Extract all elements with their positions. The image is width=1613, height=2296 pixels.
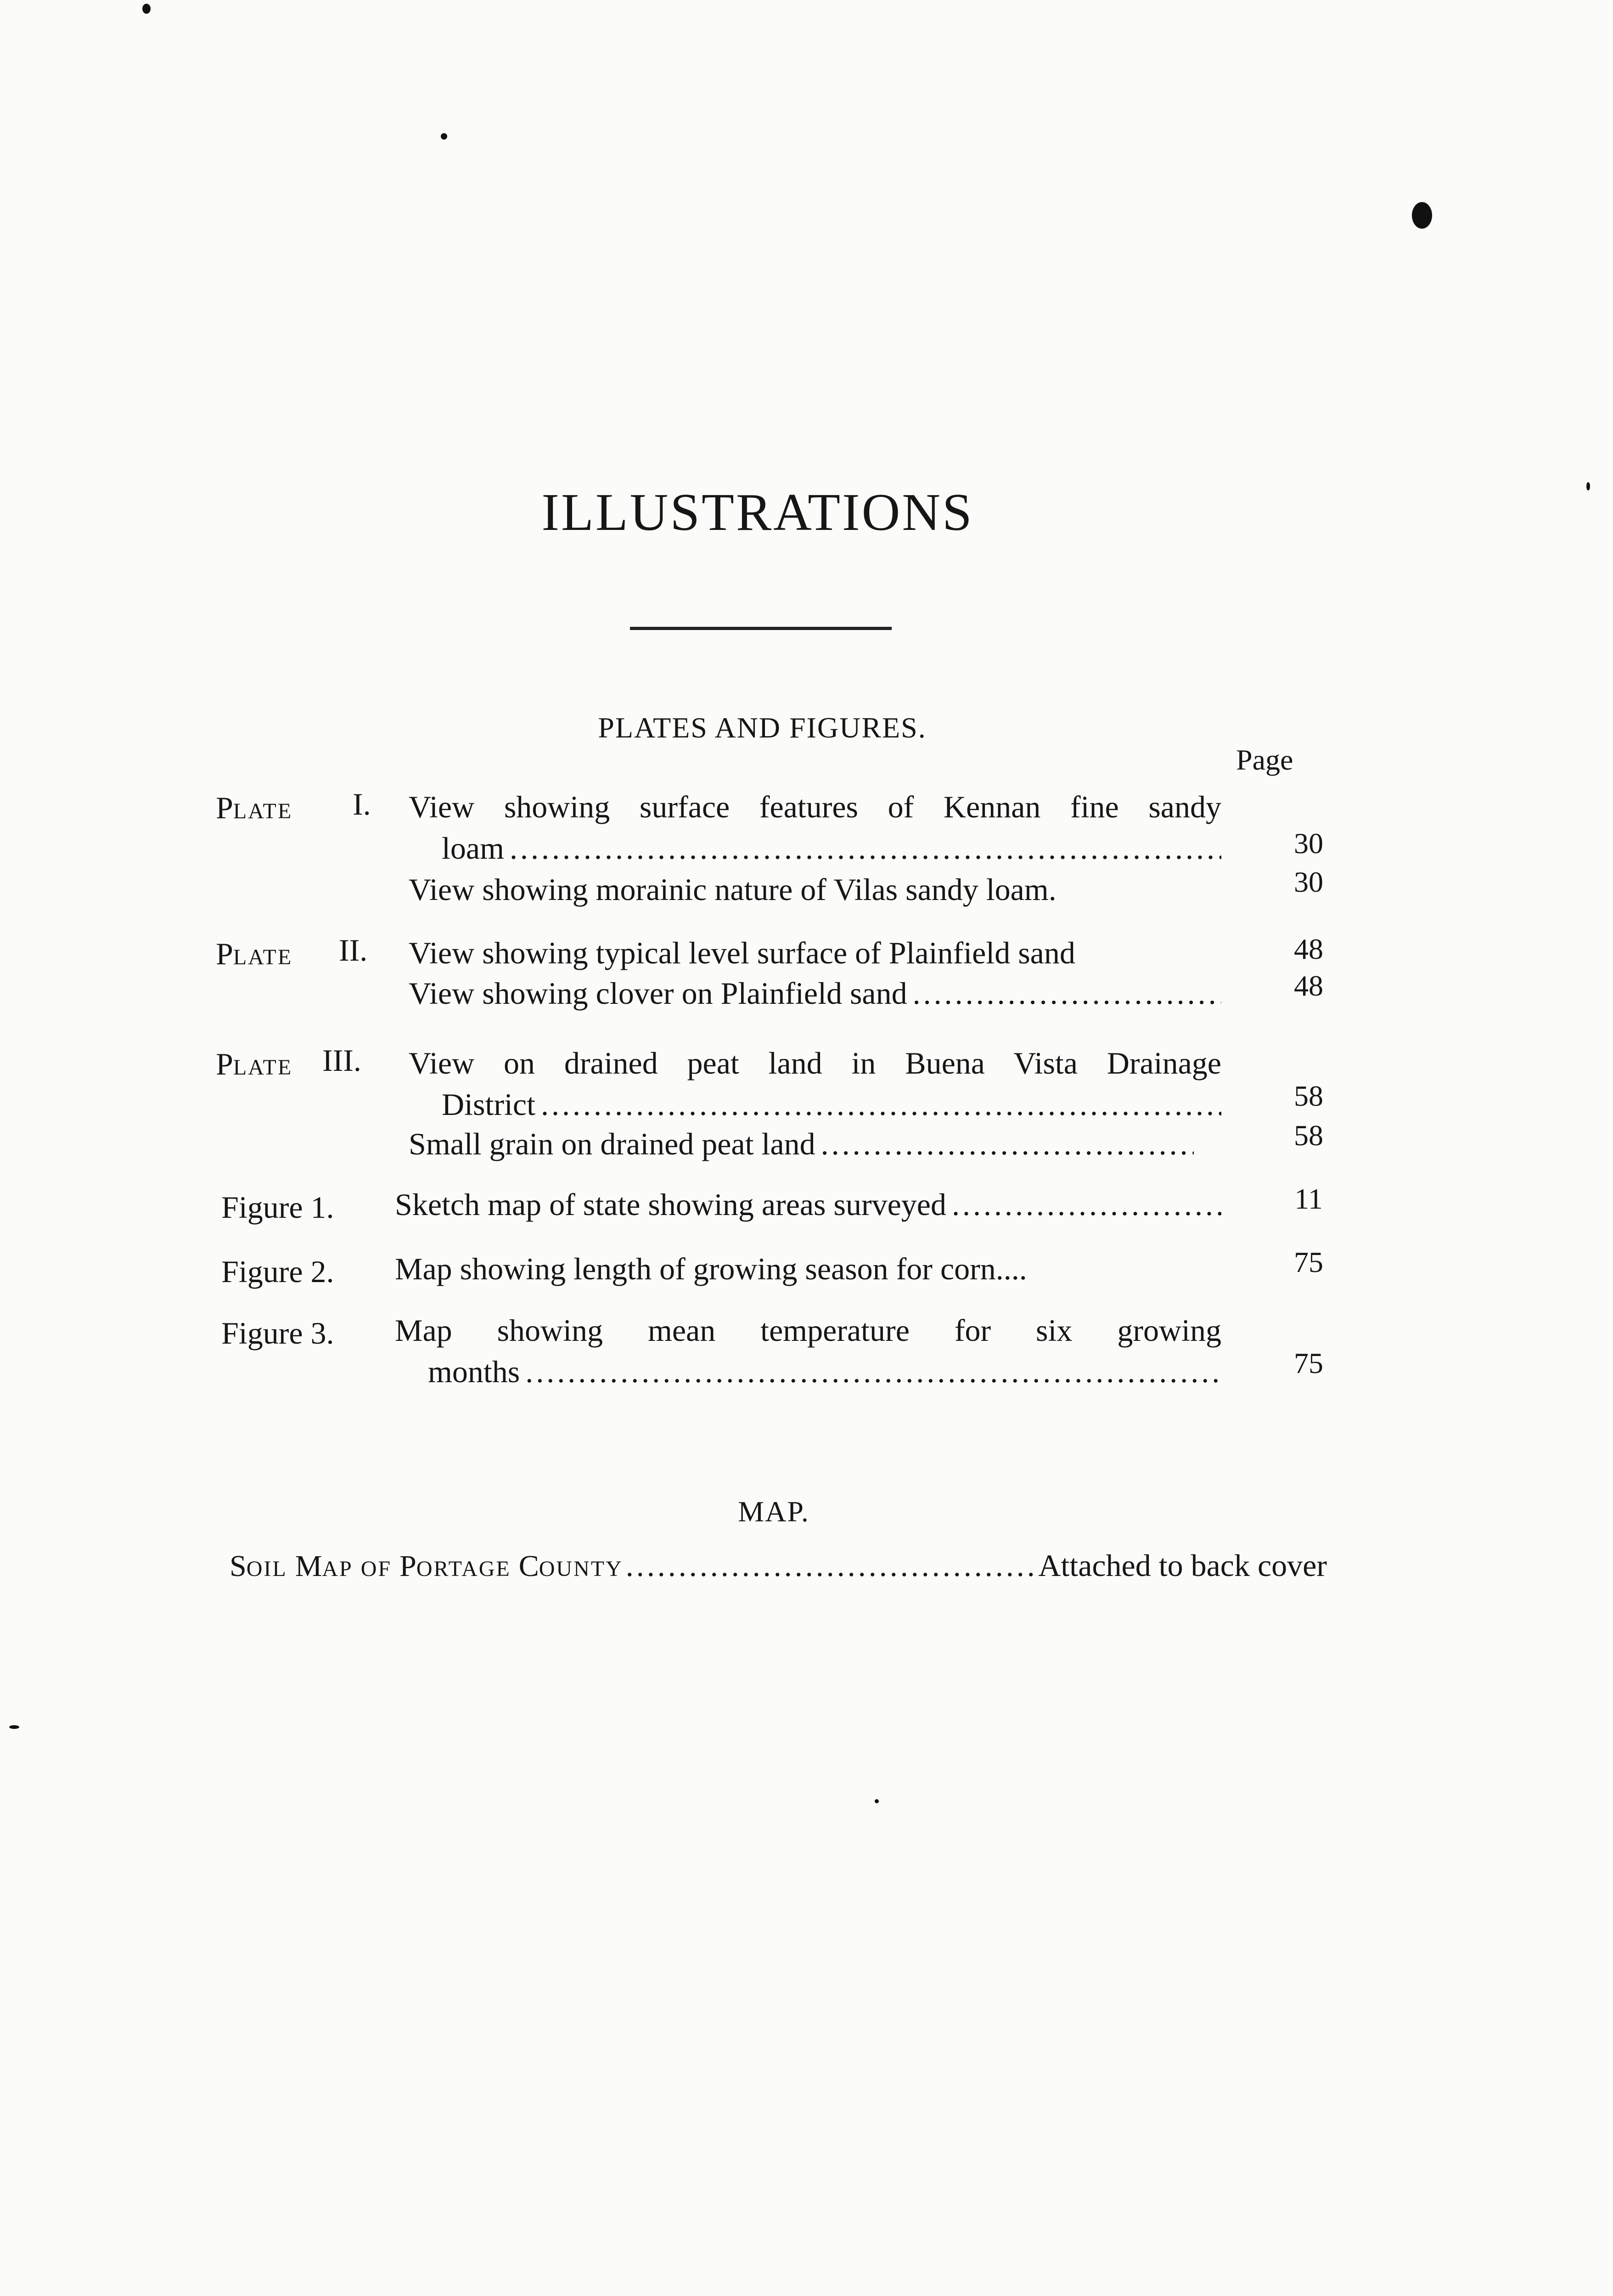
plate-i-item-2 [409, 869, 1221, 910]
title-rule [630, 627, 892, 630]
plate-i-item-1 [409, 786, 1221, 869]
page-number: 58 [1294, 1119, 1323, 1152]
dot-leader [626, 1548, 1036, 1584]
item-text: View showing morainic nature of Vilas sandy loam. [409, 872, 1057, 907]
page-column-header: Page [1236, 743, 1293, 776]
figure-1-item [395, 1184, 1221, 1225]
page-title: ILLUSTRATIONS [541, 483, 974, 542]
item-text: View showing clover on Plainfield sand [409, 976, 907, 1011]
page-number: 30 [1294, 827, 1323, 860]
plate-iii-item-1 [409, 1042, 1221, 1125]
dot-leader [525, 1351, 1221, 1392]
page-number: 11 [1294, 1182, 1323, 1215]
figure-2-item [395, 1248, 1221, 1289]
item-text-continued: months [428, 1354, 520, 1389]
item-text-continued: District [442, 1087, 535, 1122]
scan-speck [142, 4, 151, 14]
item-text: View showing surface features of Kennan fine sandy [409, 789, 1221, 824]
page-number: 75 [1294, 1246, 1323, 1278]
item-text: Map showing mean temperature for six growing [395, 1313, 1221, 1348]
plate-iii-item-2 [409, 1123, 1221, 1165]
dot-leader [821, 1123, 1194, 1165]
plate-ii-item-1 [409, 932, 1221, 974]
page-number: 58 [1294, 1080, 1323, 1112]
item-text: Map showing length of growing season for corn.... [395, 1251, 1027, 1286]
plate-numeral: I. [353, 787, 371, 822]
map-location: Attached to back cover [1038, 1548, 1327, 1583]
plate-numeral: II. [339, 933, 368, 968]
page-number: 75 [1294, 1347, 1323, 1379]
item-text: View showing typical level surface of Plainfield sand [409, 935, 1075, 970]
page-number: 48 [1294, 969, 1323, 1002]
plate-label: PLATE [216, 1047, 293, 1081]
scan-speck [9, 1725, 19, 1729]
item-text: View on drained peat land in Buena Vista Drainage [409, 1046, 1221, 1080]
figure-label: Figure 3. [221, 1316, 334, 1351]
figure-3-item [395, 1310, 1221, 1392]
item-text: Sketch map of state showing areas surveyed [395, 1187, 946, 1222]
figure-label: Figure 1. [221, 1190, 334, 1225]
dot-leader [913, 973, 1221, 1014]
item-text: Small grain on drained peat land [409, 1126, 815, 1161]
dot-leader [952, 1184, 1221, 1225]
plate-label: PLATE [216, 790, 293, 825]
plate-label: PLATE [216, 936, 293, 971]
page-number: 30 [1294, 866, 1323, 898]
scan-speck [1412, 202, 1432, 229]
figure-label: Figure 2. [221, 1254, 334, 1289]
section-heading-map: MAP. [738, 1495, 809, 1528]
plate-numeral: III. [322, 1043, 361, 1078]
scan-speck [1586, 482, 1590, 490]
map-title: SOIL MAP OF PORTAGE COUNTY [230, 1549, 623, 1583]
dot-leader [541, 1084, 1221, 1125]
scan-speck [441, 133, 447, 140]
plate-ii-item-2 [409, 973, 1221, 1014]
dot-leader [510, 827, 1221, 869]
item-text-continued: loam [442, 831, 504, 866]
scan-speck [875, 1799, 879, 1803]
soil-map-entry [230, 1548, 1327, 1584]
section-heading-plates-and-figures: PLATES AND FIGURES. [598, 711, 927, 744]
page-number: 48 [1294, 933, 1323, 965]
